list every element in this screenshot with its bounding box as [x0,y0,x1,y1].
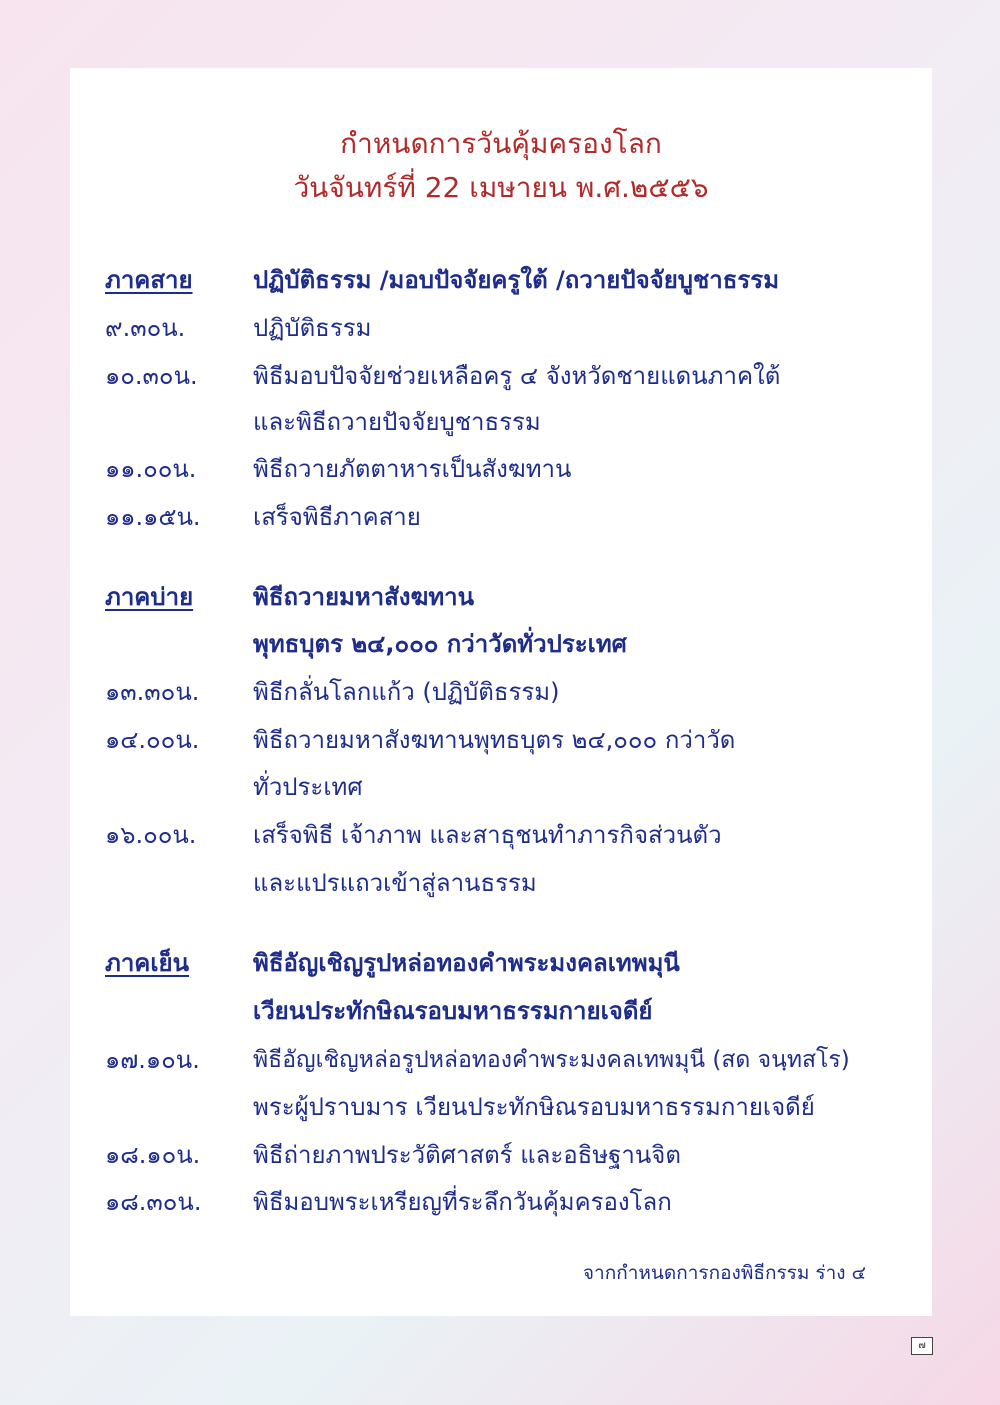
item-text: ปฏิบัติธรรม [253,314,372,342]
item-text: ทั่วประเทศ [253,773,363,801]
section-afternoon-header [70,574,932,620]
section-morning-header [70,257,932,303]
source-note: จากกำหนดการกองพิธีกรรม ร่าง ๔ [582,1262,866,1284]
item-time: ๑๘.๓๐น. [105,1188,202,1216]
item-text: เสร็จพิธีภาคสาย [253,503,421,531]
item-text: พิธีถวายภัตตาหารเป็นสังฆทาน [253,455,572,483]
section-heading: เวียนประทักษิณรอบมหาธรรมกายเจดีย์ [253,997,653,1025]
item-text: พิธีมอบปัจจัยช่วยเหลือครู ๔ จังหวัดชายแดนภาคใต้ [253,362,781,390]
item-text: และพิธีถวายปัจจัยบูชาธรรม [253,408,541,436]
item-text: พิธีถวายมหาสังฆทานพุทธบุตร ๒๔,๐๐๐ กว่าวัด [253,726,736,754]
item-time: ๙.๓๐น. [105,314,186,342]
item-text: พระผู้ปราบมาร เวียนประทักษิณรอบมหาธรรมกายเจดีย์ [253,1093,815,1121]
item-time: ๑๖.๐๐น. [105,821,197,849]
item-text: เสร็จพิธี เจ้าภาพ และสาธุชนทำภารกิจส่วนตัว [253,821,722,849]
section-label: ภาคเย็น [105,949,190,977]
schedule-item [70,1179,932,1225]
page-number: ๗ [911,1337,933,1355]
section-heading-continuation [70,621,932,667]
item-text: พิธีกลั่นโลกแก้ว (ปฏิบัติธรรม) [253,678,560,706]
schedule-item [70,812,932,858]
schedule-title: กำหนดการวันคุ้มครองโลก [340,127,662,160]
schedule-item [70,353,932,399]
schedule-item-continuation [70,1084,932,1130]
section-label: ภาคบ่าย [105,583,194,611]
schedule-item [70,717,932,763]
section-heading: พุทธบุตร ๒๔,๐๐๐ กว่าวัดทั่วประเทศ [253,630,627,658]
schedule-card [70,68,932,1316]
schedule-item [70,305,932,351]
schedule-item [70,446,932,492]
schedule-item-continuation [70,764,932,810]
item-text: พิธีมอบพระเหรียญที่ระลึกวันคุ้มครองโลก [253,1188,672,1216]
schedule-item [70,494,932,540]
schedule-item-continuation [70,399,932,445]
schedule-item-continuation [70,860,932,906]
item-time: ๑๔.๐๐น. [105,726,200,754]
schedule-item [70,1037,932,1083]
item-time: ๑๑.๐๐น. [105,455,197,483]
section-heading: พิธีถวายมหาสังฆทาน [253,583,475,611]
item-time: ๑๓.๓๐น. [105,678,200,706]
schedule-item [70,1132,932,1178]
section-heading: ปฏิบัติธรรม /มอบปัจจัยครูใต้ /ถวายปัจจัยบูชาธรรม [253,266,780,294]
item-time: ๑๑.๑๕น. [105,503,201,531]
schedule-item [70,669,932,715]
section-label: ภาคสาย [105,266,193,294]
section-heading-continuation [70,988,932,1034]
item-time: ๑๗.๑๐น. [105,1046,200,1074]
item-text: และแปรแถวเข้าสู่ลานธรรม [253,869,537,897]
item-text: พิธีถ่ายภาพประวัติศาสตร์ และอธิษฐานจิต [253,1141,681,1169]
item-time: ๑๘.๑๐น. [105,1141,201,1169]
section-evening-header [70,940,932,986]
item-text: พิธีอัญเชิญหล่อรูปหล่อทองคำพระมงคลเทพมุนี (สด จนฺทสโร) [253,1047,850,1073]
section-heading: พิธีอัญเชิญรูปหล่อทองคำพระมงคลเทพมุนี [253,949,680,977]
schedule-date: วันจันทร์ที่ 22 เมษายน พ.ศ.๒๕๕๖ [293,171,709,204]
item-time: ๑๐.๓๐น. [105,362,198,390]
